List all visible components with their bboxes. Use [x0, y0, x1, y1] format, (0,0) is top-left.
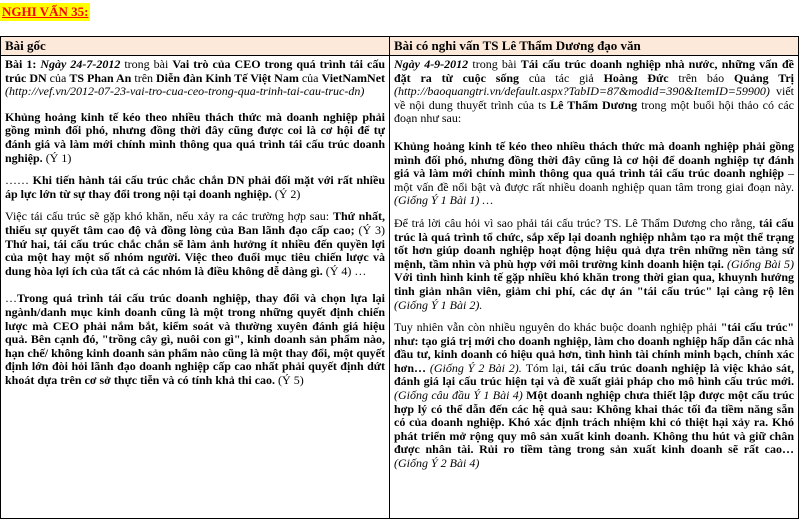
original-cell — [1, 56, 390, 519]
header-suspect: Bài có nghi vấn TS Lê Thẩm Dương đạo văn — [390, 37, 799, 56]
original-intro: Bài 1: Ngày 24-7-2012 trong bài Vai trò của CEO trong quá trình tái cấu trúc DN của TS Phan An trên Diễn đàn Kinh Tế Việt Nam của VietNamNet (http://vef.vn/2012-07-23-vai-tro-cua-ceo-trong-qua-trinh-tai-cau-truc-dn) — [5, 57, 386, 99]
table-row — [1, 56, 799, 519]
suspect-ts-name: Lê Thẩm Dương — [550, 97, 638, 112]
original-idea-3-4: Việc tái cấu trúc sẽ gặp khó khăn, nếu xảy ra các trường hợp sau: Thứ nhất, thiếu sự quyết tâm cao độ và đồng lòng của Ban lãnh đạo cấp cao; (Ý 3) Thứ hai, tái cấu trúc chắc chắn sẽ làm ảnh hưởng ít nhiều đến quyền lợi của một hay một số nhóm người. Việc theo đuổi mục tiêu chiến lược và dung hòa lợi ích của tất cả các nhóm là điều không dễ dàng gì. (Ý 4) … — [5, 209, 385, 278]
suspect-article-title: Tái cấu trúc doanh nghiệp nhà nước, những vấn đề đặt ra từ cuộc sống — [394, 57, 795, 85]
suspect-author: Hoàng Đức — [603, 70, 669, 85]
original-forum: Diễn đàn Kinh Tế Việt Nam — [156, 70, 299, 85]
suspect-para-1: Khủng hoảng kinh tế kéo theo nhiều thách thức mà doanh nghiệp phải gồng mình đối phó, nhưng đồng thời đây cũng là cơ hội để doanh nghiệp tự đánh giá và làm mới chính mình thông qua quá trình tái cấu trúc doanh nghiệp – một vấn đề nổi bật và được rất nhiều doanh nghiệp quan tâm trong giai đoạn này. (Giống Ý 1 Bài 1) … — [394, 138, 794, 208]
original-label: Bài 1: — [5, 57, 41, 71]
suspect-date: Ngày 4-9-2012 — [394, 57, 469, 71]
suspect-paper: Quảng Trị — [733, 70, 794, 85]
suspect-url[interactable]: (http://baoquangtri.vn/default.aspx?TabID=87&modid=390&ItemID=59900) — [394, 84, 770, 99]
header-original: Bài gốc — [1, 37, 390, 56]
table-header-row — [1, 37, 799, 56]
original-url[interactable]: (http://vef.vn/2012-07-23-vai-tro-cua-ceo-trong-qua-trinh-tai-cau-truc-dn) — [5, 84, 365, 99]
original-article-title: Vai trò của CEO trong quá trình tái cấu trúc DN — [5, 57, 386, 85]
page-heading: NGHI VẤN 35: — [2, 4, 89, 19]
original-site: VietNamNet — [321, 70, 386, 85]
original-author: TS Phan An — [69, 70, 132, 85]
suspect-intro: Ngày 4-9-2012 trong bài Tái cấu trúc doanh nghiệp nhà nước, những vấn đề đặt ra từ cuộc sống của tác giả Hoàng Đức trên báo Quảng Trị (http://baoquangtri.vn/default.aspx?TabID=87&modid=390&ItemID=59900) viết về nội dung thuyết trình của ts Lê Thẩm Dương trong một buổi hội thảo có các đoạn như sau: — [394, 57, 795, 126]
original-date: Ngày 24-7-2012 — [40, 57, 121, 71]
suspect-para-3: Tuy nhiên vẫn còn nhiều nguyên do khác buộc doanh nghiệp phải "tái cấu trúc" như: tạo giá trị mới cho doanh nghiệp, làm cho doanh nghiệp hấp dẫn các nhà đầu tư, kinh doanh có hiệu quả hơn, tình hình tài chính minh bạch, chính xác hơn… (Giống Ý 2 Bài 2). Tóm lại, tái cấu trúc doanh nghiệp là việc khảo sát, đánh giá lại cấu trúc hiện tại và đề xuất giải pháp cho mô hình cấu trúc mới. (Giống câu đầu Ý 1 Bài 4) Một doanh nghiệp chưa thiết lập được một cấu trúc hợp lý có thể dẫn đến các hệ quả sau: Không khai thác tối đa tiềm năng sẵn có của doanh nghiệp. Khó xác định trách nhiệm khi có thiệt hại xảy ra. Khó phát triển mở rộng quy mô sản xuất kinh doanh. Không thu hút và giữ chân được nhân tài. Rủi ro tiềm tàng trong sản xuất kinh doanh sẽ rất cao… (Giống Ý 2 Bài 4) — [394, 320, 795, 471]
suspect-cell — [390, 56, 799, 519]
suspect-para-2: Để trả lời câu hỏi vì sao phải tái cấu trúc? TS. Lê Thẩm Dương cho rằng, tái cấu trúc là quá trình tổ chức, sắp xếp lại doanh nghiệp nhằm tạo ra một thể trạng tốt hơn giúp doanh nghiệp hoạt động hiệu quả dựa trên những nền tảng sứ mệnh, tầm nhìn và phù hợp với môi trường kinh doanh hiện tại. (Giống Bài 5) Với tình hình kinh tế gặp nhiều khó khăn trong thời gian qua, khuynh hướng tinh giản nhân viên, giảm chi phí, các dự án "tái cấu trúc" lại càng rộ lên (Giống Ý 1 Bài 2). — [394, 215, 795, 312]
original-idea-5: …Trong quá trình tái cấu trúc doanh nghiệp, thay đổi và chọn lựa lại ngành/danh mục kinh doanh cũng là một trong những quyết định chiến lược mà CEO phải nắm bắt, kiểm soát và thường xuyên đánh giá hiệu quả. Bên cạnh đó, "trồng cây gì, nuôi con gì", kinh doanh sản phẩm nào, hạn chế/ không kinh doanh sản phẩm nào cũng là một thay đổi, một quyết định lớn đòi hỏi lãnh đạo doanh nghiệp cấp cao nhất phải quyết định dứt khoát dựa trên cơ sở thực tiễn và có tính khả thi cao. (Ý 5) — [5, 291, 385, 387]
original-idea-2: …… Khi tiến hành tái cấu trúc chắc chắn DN phải đối mặt với rất nhiều áp lực lớn từ sự thay đổi trong nội tại doanh nghiệp. (Ý 2) — [5, 173, 386, 201]
comparison-table — [0, 36, 799, 519]
original-idea-1: Khủng hoảng kinh tế kéo theo nhiều thách thức mà doanh nghiệp phải gồng mình đối phó, nhưng đồng thời đây cũng được coi là cơ hội để tự đánh giá và làm mới chính mình thông qua quá trình tái cấu trúc doanh nghiệp. (Ý 1) — [5, 109, 385, 165]
